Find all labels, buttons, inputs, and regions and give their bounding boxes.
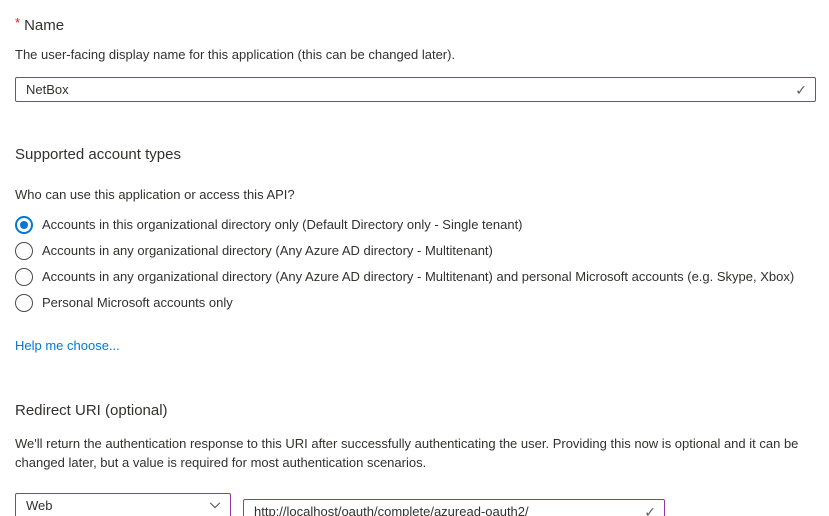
radio-option-label: Accounts in any organizational directory (Any Azure AD directory - Multitenant) and personal Microsoft accounts (e.g. Skype, Xbox) [42,269,795,284]
required-asterisk: * [15,15,21,30]
radio-option-label: Personal Microsoft accounts only [42,295,233,310]
radio-option-personal-only[interactable] [15,290,816,316]
name-field-label [15,12,816,36]
redirect-uri-input[interactable] [254,504,638,516]
radio-button-icon[interactable] [15,216,33,234]
redirect-uri-description: We'll return the authentication response to this URI after successfully authenticating the user. Providing this now is optional and it can be changed later, but a value is required for most authentication scenarios. [15,436,799,470]
platform-select-value: Web [26,497,53,513]
account-types-radio-group [15,212,816,316]
supported-account-types-heading: Supported account types [15,146,181,163]
checkmark-icon: ✓ [795,81,807,98]
name-field-description: The user-facing display name for this application (this can be changed later). [15,47,456,62]
radio-option-multitenant[interactable] [15,238,816,264]
platform-select-dropdown[interactable] [15,493,231,516]
name-input-container [15,77,816,102]
radio-option-single-tenant[interactable] [15,212,816,238]
radio-button-icon[interactable] [15,294,33,312]
name-input[interactable] [26,82,789,97]
radio-button-icon[interactable] [15,268,33,286]
checkmark-icon: ✓ [644,503,656,516]
redirect-uri-input-container [243,499,665,516]
radio-button-icon[interactable] [15,242,33,260]
radio-option-label: Accounts in this organizational directory only (Default Directory only - Single tenant) [42,217,523,232]
radio-option-multitenant-personal[interactable] [15,264,816,290]
name-field-label-text: Name [24,17,65,34]
radio-option-label: Accounts in any organizational directory (Any Azure AD directory - Multitenant) [42,243,493,258]
help-me-choose-link[interactable]: Help me choose... [15,338,120,353]
chevron-down-icon [208,498,222,512]
account-types-question: Who can use this application or access this API? [15,187,295,202]
redirect-uri-heading: Redirect URI (optional) [15,402,168,419]
redirect-uri-row [15,486,816,516]
